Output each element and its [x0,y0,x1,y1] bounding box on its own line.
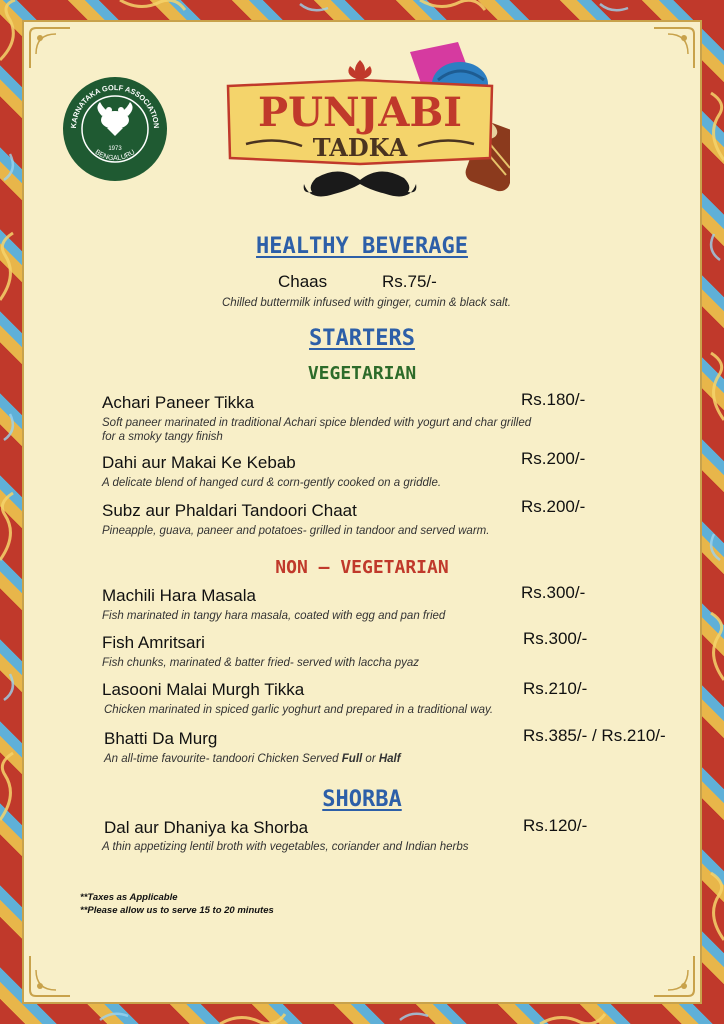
logo-year-text: 1973 [108,146,122,152]
section-heading-healthy-beverage: HEALTHY BEVERAGE [256,234,468,259]
mustache-icon [304,171,417,196]
item-name-bhatti-da-murg: Bhatti Da Murg [104,729,218,748]
subheading-non-vegetarian: NON – VEGETARIAN [275,557,449,578]
logo-city-text: BENGALURU [93,148,137,163]
title-line2: TADKA [312,133,408,162]
item-name-dahi-aur-makai-ke-kebab: Dahi aur Makai Ke Kebab [102,453,296,472]
item-name-subz-aur-phaldari-tandoori-chaat: Subz aur Phaldari Tandoori Chaat [102,501,357,520]
item-price-lasooni-malai-murgh-tikka: Rs.210/- [523,679,588,698]
item-desc-or: or [362,753,379,765]
corner-ornament-icon [26,952,74,1000]
item-name-dal-aur-dhaniya-ka-shorba: Dal aur Dhaniya ka Shorba [104,818,309,837]
section-heading-starters: STARTERS [309,326,415,351]
note-taxes: **Taxes as Applicable [80,892,178,903]
item-desc-bhatti-da-murg [104,752,401,766]
item-price-achari-paneer-tikka: Rs.180/- [521,390,586,409]
item-desc-dal-aur-dhaniya-ka-shorba: A thin appetizing lentil broth with vegetables, coriander and Indian herbs [102,841,469,853]
logo-org-text: KARNATAKA GOLF ASSOCIATION [68,82,162,129]
section-heading-shorba: SHORBA [322,787,402,812]
item-name-chaas: Chaas [278,272,328,291]
item-desc-lasooni-malai-murgh-tikka: Chicken marinated in spiced garlic yoghurt and prepared in a traditional way. [104,704,494,716]
punjabi-tadka-title [210,40,510,210]
note-serve-time: **Please allow us to serve 15 to 20 minutes [80,905,274,916]
kga-logo [62,76,168,182]
title-line1: PUNJABI [257,89,463,136]
item-desc-machili-hara-masala: Fish marinated in tangy hara masala, coated with egg and pan fried [102,610,446,622]
corner-ornament-icon [650,952,698,1000]
item-name-achari-paneer-tikka: Achari Paneer Tikka [102,393,255,412]
subheading-vegetarian: VEGETARIAN [307,363,417,384]
item-desc-bhatti-da-murg-text: An all-time favourite- tandoori Chicken Served [104,753,342,765]
item-price-bhatti-da-murg: Rs.385/- / Rs.210/- [523,726,666,745]
item-desc-dahi-aur-makai-ke-kebab: A delicate blend of hanged curd & corn-gently cooked on a griddle. [102,477,442,489]
corner-ornament-icon [650,24,698,72]
item-desc-achari-paneer-tikka: Soft paneer marinated in traditional Achari spice blended with yogurt and char grilled [102,417,532,429]
item-desc-fish-amritsari: Fish chunks, marinated & batter fried- served with laccha pyaz [102,657,420,669]
item-price-chaas: Rs.75/- [382,272,437,291]
item-desc-achari-paneer-tikka-cont: for a smoky tangy finish [102,431,223,443]
item-price-subz-aur-phaldari-tandoori-chaat: Rs.200/- [521,497,586,516]
item-desc-subz-aur-phaldari-tandoori-chaat: Pineapple, guava, paneer and potatoes- grilled in tandoor and served warm. [102,525,490,537]
option-half: Half [378,753,401,765]
item-price-fish-amritsari: Rs.300/- [523,629,588,648]
item-price-machili-hara-masala: Rs.300/- [521,583,586,602]
option-full: Full [341,753,363,765]
item-name-lasooni-malai-murgh-tikka: Lasooni Malai Murgh Tikka [102,680,305,699]
corner-ornament-icon [26,24,74,72]
item-desc-chaas: Chilled buttermilk infused with ginger, cumin & black salt. [222,297,511,309]
item-price-dahi-aur-makai-ke-kebab: Rs.200/- [521,449,586,468]
item-price-dal-aur-dhaniya-ka-shorba: Rs.120/- [523,816,588,835]
item-name-fish-amritsari: Fish Amritsari [102,633,205,652]
item-name-machili-hara-masala: Machili Hara Masala [102,586,256,605]
